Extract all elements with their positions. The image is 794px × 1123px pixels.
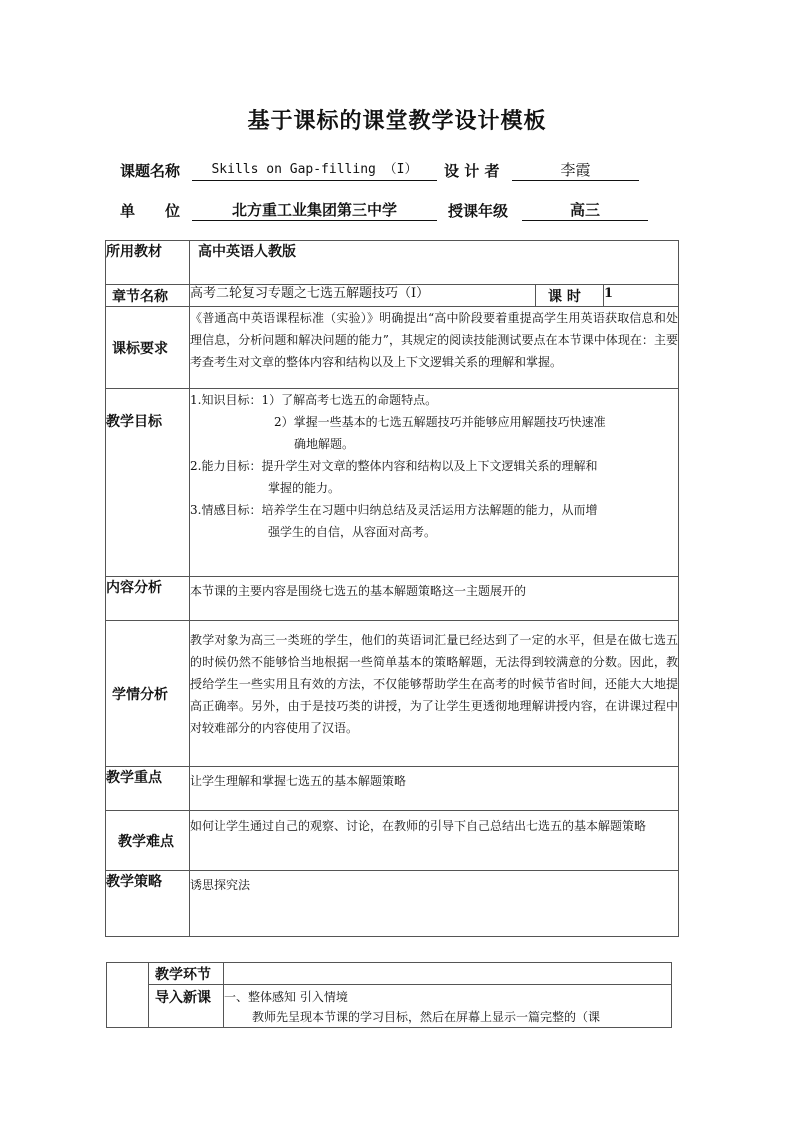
difficulties-text: 如何让学生通过自己的观察、讨论，在教师的引导下自己总结出七选五的基本解题策略 [190,819,647,833]
objective-line: 3.情感目标：培养学生在习题中归纳总结及灵活运用方法解题的能力，从而增 [190,503,598,517]
hours-label: 课 时 [536,285,604,307]
difficulties-label: 教学难点 [106,811,190,871]
lesson-plan-table [105,240,679,937]
strategy-text: 诱思探究法 [190,871,679,937]
topic-label: 课题名称 [120,162,181,180]
standards-label: 课标要求 [106,307,190,389]
row-standards [106,307,679,389]
row-textbook [106,241,679,285]
students-text: 教学对象为高三一类班的学生，他们的英语词汇量已经达到了一定的水平，但是在做七选五的时候仍然不能够恰当地根据一些简单基本的策略解题，无法得到较满意的分数。因此，教授给学生一些实用且有效的方法，不仅能够帮助学生在高考的时候节省时间，还能大大地提高正确率。另外，由于是技巧类的讲授，为了让学生更透彻地理解讲授内容，在讲课过程中对较难部分的内容使用了汉语。 [190,633,679,735]
strategy-label: 教学策略 [106,871,190,937]
textbook-value: 高中英语人教版 [190,241,679,285]
unit-value: 北方重工业集团第三中学 [192,200,437,221]
students-label: 学情分析 [106,621,190,767]
row-objectives [106,389,679,577]
objective-line: 强学生的自信，从容面对高考。 [268,525,437,539]
topic-value: Skills on Gap-filling （I） [192,160,437,181]
grade-value: 高三 [522,200,648,221]
blank-cell [107,963,149,1028]
teaching-process-table [106,962,672,1028]
key-points-label: 教学重点 [106,767,190,811]
row-stage-header [107,963,672,985]
row-chapter [106,285,679,307]
key-points-text: 让学生理解和掌握七选五的基本解题策略 [190,767,679,811]
row-intro [107,985,672,1028]
unit-label: 单 位 [120,202,181,220]
designer-value: 李霞 [512,160,639,181]
objective-line: 确地解题。 [294,437,355,451]
grade-label: 授课年级 [448,202,509,220]
row-difficulties [106,811,679,871]
objective-line: 2.能力目标：提升学生对文章的整体内容和结构以及上下文逻辑关系的理解和 [190,459,598,473]
content-text: 本节课的主要内容是围绕七选五的基本解题策略这一主题展开的 [190,577,679,621]
objective-line: 1.知识目标：1）了解高考七选五的命题特点。 [190,393,438,407]
stage-label: 教学环节 [149,963,224,985]
standards-text: 《普通高中英语课程标准（实验）》明确提出“高中阶段要着重提高学生用英语获取信息和处理信息，分析问题和解决问题的能力”，其规定的阅读技能测试要点在本节课中体现在：主要考查考生对文章的整体内容和结构以及上下文逻辑关系的理解和掌握。 [190,311,679,369]
intro-label: 导入新课 [149,985,224,1028]
textbook-label: 所用教材 [106,241,190,285]
objectives-label: 教学目标 [106,389,190,577]
row-key-points [106,767,679,811]
objective-line: 掌握的能力。 [268,481,341,495]
chapter-label: 章节名称 [106,285,190,307]
intro-line: 一、整体感知 引入情境 [224,990,348,1004]
intro-line: 教师先呈现本节课的学习目标，然后在屏幕上显示一篇完整的（课 [252,1010,601,1024]
blank-cell [224,963,672,985]
objective-line: 2）掌握一些基本的七选五解题技巧并能够应用解题技巧快速准 [274,415,606,429]
page-title: 基于课标的课堂教学设计模板 [247,108,547,134]
content-label: 内容分析 [106,577,190,621]
row-strategy [106,871,679,937]
chapter-value: 高考二轮复习专题之七选五解题技巧（I） [190,285,536,307]
row-content [106,577,679,621]
designer-label: 设 计 者 [444,162,500,180]
hours-value: 1 [604,285,679,307]
row-students [106,621,679,767]
